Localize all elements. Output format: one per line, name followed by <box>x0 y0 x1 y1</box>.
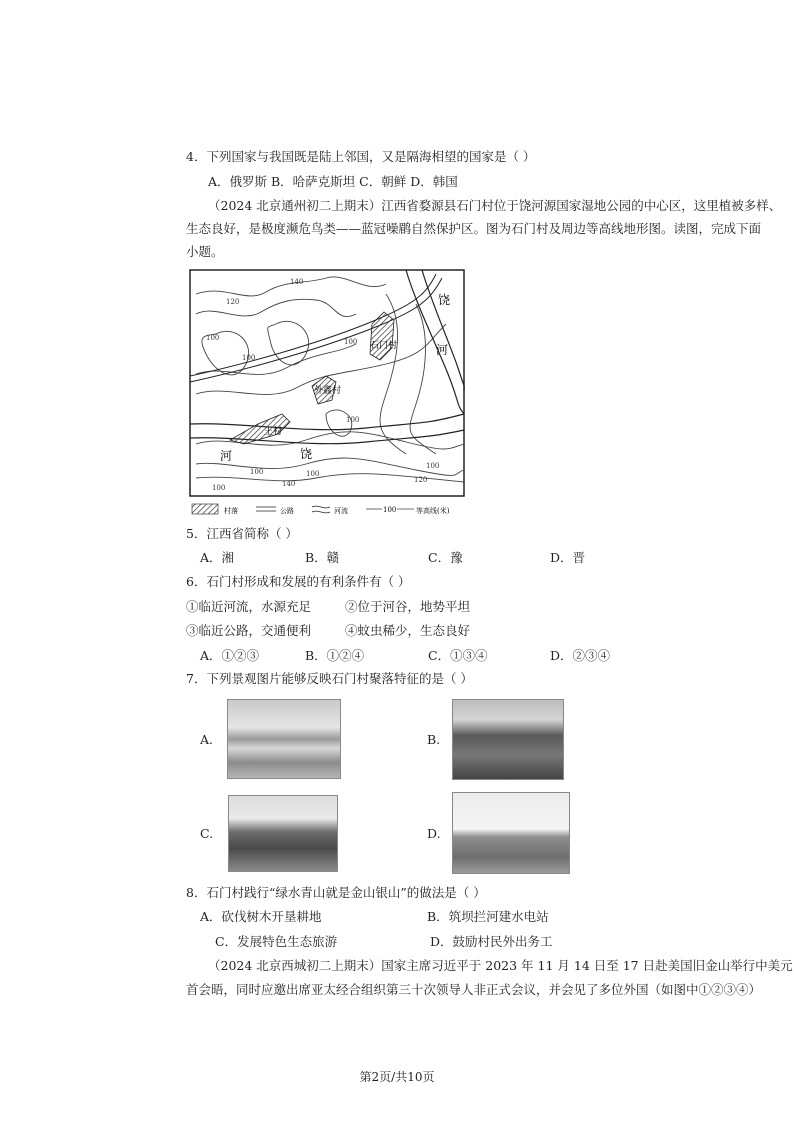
label-rao-bottom: 饶 <box>300 447 313 461</box>
q7-option-c: C. <box>200 826 214 841</box>
contour-label: 140 <box>290 278 304 286</box>
intro1-line2: 生态良好，是极度濒危鸟类——蓝冠噪鹛自然保护区。图为石门村及周边等高线地形图。读图，完成下面 <box>186 221 762 236</box>
q8-stem: 8．石门村践行“绿水青山就是金山银山”的做法是（ ） <box>186 885 486 900</box>
label-he-bottom: 河 <box>220 449 233 463</box>
legend-river: 河流 <box>334 507 348 515</box>
intro1-line1: （2024 北京通州初二上期末）江西省婺源县石门村位于饶河源国家湿地公园的中心区，这里植被多样、 <box>208 198 782 213</box>
q6-option-c: C．①③④ <box>428 648 488 663</box>
contour-label: 100 <box>212 484 226 492</box>
q8-option-b: B．筑坝拦河建水电站 <box>427 909 549 924</box>
contour-label: 100 <box>344 338 358 346</box>
q7-photo-b <box>452 699 564 780</box>
map-legend <box>192 504 450 515</box>
label-waiwei: 外鑫村 <box>314 386 342 396</box>
q6-statement-3: ③临近公路，交通便利 <box>186 623 312 638</box>
contour-label: 120 <box>414 476 428 484</box>
q7-photo-d <box>452 792 570 874</box>
label-rao-top: 饶 <box>438 293 451 307</box>
q8-option-a: A．砍伐树木开垦耕地 <box>200 909 322 924</box>
contour-map <box>186 264 476 522</box>
q5-option-b: B．赣 <box>305 550 340 565</box>
contour-label: 100 <box>250 468 264 476</box>
q6-statement-2: ②位于河谷，地势平坦 <box>345 599 471 614</box>
contour-label: 100 <box>346 416 360 424</box>
label-wang: 王村 <box>264 427 283 437</box>
page-footer: 第2页/共10页 <box>359 1070 435 1084</box>
label-he-top: 河 <box>436 343 449 357</box>
intro2-line1: （2024 北京西城初二上期末）国家主席习近平于 2023 年 11 月 14 日至 17 日赴美国旧金山举行中美元 <box>208 958 793 973</box>
q7-photo-a <box>227 699 341 779</box>
q4-stem: 4．下列国家与我国既是陆上邻国，又是隔海相望的国家是（ ） <box>186 149 536 164</box>
contour-label: 100 <box>426 462 440 470</box>
intro2-line2: 首会晤，同时应邀出席亚太经合组织第三十次领导人非正式会议，并会见了多位外国（如图中①②③④） <box>186 982 762 997</box>
q8-option-c: C．发展特色生态旅游 <box>215 934 338 949</box>
legend-village: 村落 <box>224 507 238 515</box>
q6-option-b: B．①②④ <box>305 648 365 663</box>
intro1-line3: 小题。 <box>186 244 224 259</box>
q5-option-d: D．晋 <box>550 550 586 565</box>
legend-village-swatch <box>192 504 218 514</box>
q7-option-a: A. <box>200 732 214 747</box>
q6-statement-1: ①临近河流，水源充足 <box>186 599 312 614</box>
q5-stem: 5．江西省简称（ ） <box>186 526 298 541</box>
contour-label: 140 <box>282 480 296 488</box>
q6-option-d: D．②③④ <box>550 648 611 663</box>
label-shimen: 石门村 <box>370 341 398 351</box>
q6-option-a: A．①②③ <box>200 648 260 663</box>
q7-option-d: D. <box>427 826 441 841</box>
q7-option-b: B. <box>427 732 441 747</box>
contour-label: 120 <box>226 298 240 306</box>
contour-label: 100 <box>306 470 320 478</box>
q5-option-c: C．豫 <box>428 550 463 565</box>
contour-label: 100 <box>206 334 220 342</box>
legend-contour: 等高线(米) <box>416 507 450 515</box>
contour-label: 100 <box>242 354 256 362</box>
q6-statement-4: ④蚊虫稀少，生态良好 <box>345 623 471 638</box>
q6-stem: 6．石门村形成和发展的有利条件有（ ） <box>186 574 411 589</box>
q7-stem: 7．下列景观图片能够反映石门村聚落特征的是（ ） <box>186 671 473 686</box>
legend-contour-value: 100 <box>383 506 397 514</box>
q4-options: A．俄罗斯 B．哈萨克斯坦 C．朝鲜 D．韩国 <box>208 174 458 189</box>
q8-option-d: D．鼓励村民外出务工 <box>430 934 553 949</box>
legend-road: 公路 <box>280 507 294 515</box>
q7-photo-c <box>228 795 338 872</box>
q5-option-a: A．湘 <box>200 550 235 565</box>
